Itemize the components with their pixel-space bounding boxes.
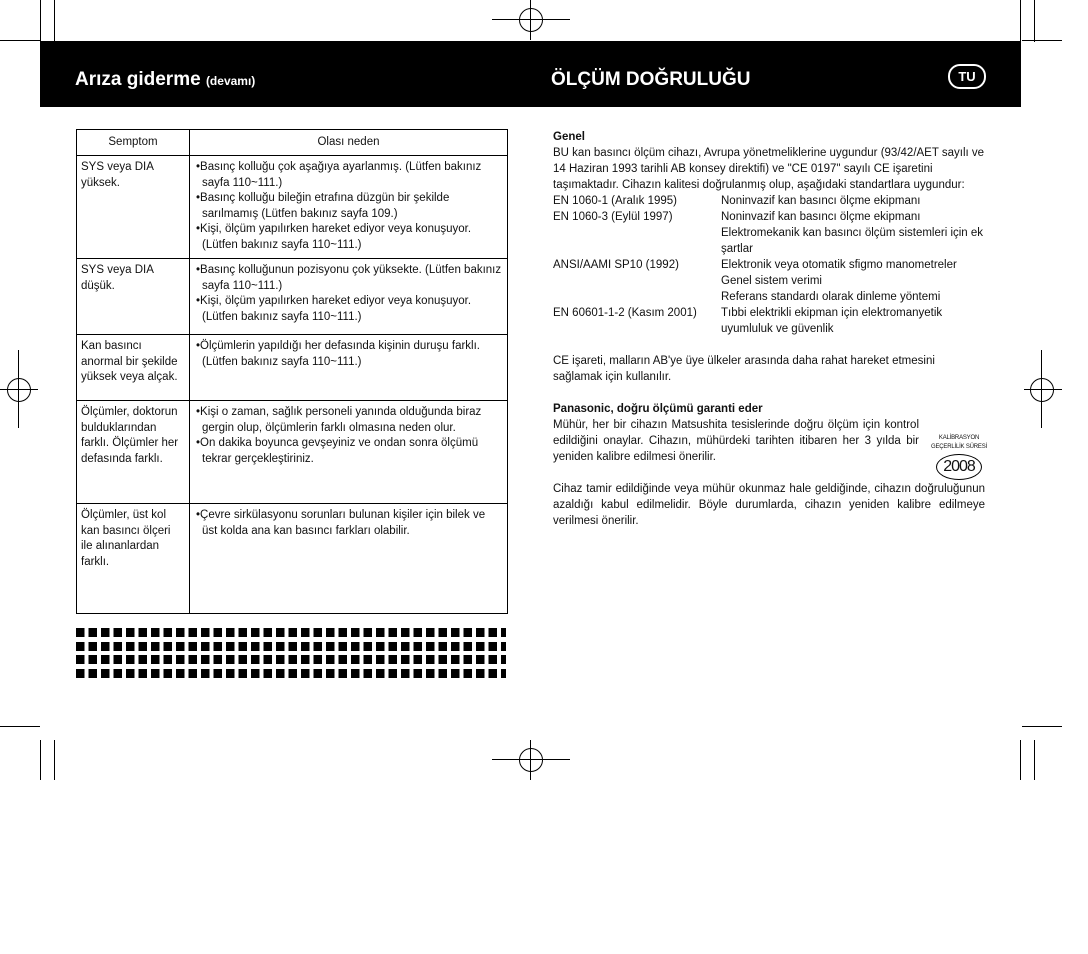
- left-page-subtitle: (devamı): [205, 74, 256, 88]
- cause-cell: [190, 335, 508, 401]
- column-header-symptom: Semptom: [77, 130, 190, 156]
- right-page-title: ÖLÇÜM DOĞRULUĞU: [551, 69, 751, 90]
- registration-mark: [7, 378, 31, 402]
- table-row: [77, 401, 508, 504]
- crop-mark: [1034, 740, 1035, 780]
- standard-desc: [721, 305, 985, 337]
- cause-cell: [190, 504, 508, 614]
- table-header-row: [77, 130, 508, 156]
- cause-item: •On dakika boyunca gevşeyiniz ve ondan sonra ölçümü tekrar gerçekleştiriniz.: [196, 437, 479, 465]
- standard-row: [553, 209, 985, 257]
- table-row: [77, 259, 508, 335]
- repair-note: Cihaz tamir edildiğinde veya mühür okunmaz hale geldiğinde, cihazın doğruluğunun azaldığı kabul edilmelidir. Böyle durumlarda, cihazın yeniden kalibre edilmeye verilmesi önerilir.: [553, 483, 985, 527]
- crop-mark: [54, 740, 55, 780]
- standard-desc-line: Tıbbi elektrikli ekipman için elektromanyetik uyumluluk ve güvenlik: [721, 307, 943, 335]
- standard-desc-line: Noninvazif kan basıncı ölçme ekipmanı: [721, 195, 921, 207]
- panasonic-text: Mühür, her bir cihazın Matsushita tesislerinde doğru ölçüm için kontrol edildiğini onaylar. Cihazın, mühürdeki tarihten itibaren her 3 yılda bir yeniden kalibre edilmesi önerilir.: [553, 419, 919, 463]
- symptom-cell: Ölçümler, doktorun bulduklarından farklı. Ölçümler her defasında farklı.: [77, 401, 190, 504]
- seal-label: KALİBRASYON: [938, 435, 980, 441]
- cause-item: •Basınç kolluğunun pozisyonu çok yüksekte. (Lütfen bakınız sayfa 110~111.): [196, 264, 502, 292]
- registration-mark: [519, 8, 543, 32]
- symptom-cell: SYS veya DIA yüksek.: [77, 156, 190, 259]
- symptom-cell: Kan basıncı anormal bir şekilde yüksek veya alçak.: [77, 335, 190, 401]
- panasonic-heading: Panasonic, doğru ölçümü garanti eder: [553, 403, 763, 415]
- dot-row: [76, 642, 506, 651]
- standard-desc-line: Noninvazif kan basıncı ölçme ekipmanı: [721, 211, 921, 223]
- cause-cell: [190, 156, 508, 259]
- cause-item: •Kişi o zaman, sağlık personeli yanında olduğunda biraz gergin olup, ölçümlerin farklı olmasına neden olur.: [196, 406, 482, 434]
- registration-mark: [519, 748, 543, 772]
- dot-row: [76, 655, 506, 664]
- standard-desc: [721, 193, 920, 209]
- crop-mark: [1020, 740, 1021, 780]
- standard-desc-line: Elektromekanik kan basıncı ölçüm sistemleri için ek şartlar: [721, 227, 984, 255]
- standard-desc-line: Elektronik veya otomatik sfigmo manometreler: [721, 259, 957, 271]
- left-page-title: Arıza giderme (devamı): [75, 69, 256, 90]
- genel-heading: Genel: [553, 131, 585, 143]
- dot-row: [76, 628, 506, 637]
- standard-row: [553, 305, 985, 337]
- standard-row: [553, 257, 985, 305]
- standard-code: EN 1060-1 (Aralık 1995): [553, 195, 678, 207]
- standard-code: EN 1060-3 (Eylül 1997): [553, 211, 673, 223]
- cause-item: •Ölçümlerin yapıldığı her defasında kişinin duruşu farklı. (Lütfen bakınız sayfa 110~111.): [196, 340, 480, 368]
- cause-cell: [190, 401, 508, 504]
- language-badge: TU: [948, 64, 986, 89]
- cause-item: •Çevre sirkülasyonu sorunları bulunan kişiler için bilek ve üst kolda ana kan basıncı farkları olabilir.: [196, 509, 486, 537]
- standard-code: EN 60601-1-2 (Kasım 2001): [553, 307, 697, 319]
- standard-desc-line: Genel sistem verimi: [721, 275, 822, 287]
- dot-row: [76, 669, 506, 678]
- accuracy-section: [553, 129, 985, 529]
- table-row: [77, 504, 508, 614]
- standard-desc: [721, 209, 985, 257]
- ce-note: CE işareti, malların AB'ye üye ülkeler arasında daha rahat hareket etmesini sağlamak için kullanılır.: [553, 355, 935, 383]
- troubleshooting-table: [76, 129, 508, 614]
- standard-desc-line: Referans standardı olarak dinleme yöntemi: [721, 291, 941, 303]
- cause-item: •Basınç kolluğu çok aşağıya ayarlanmış. (Lütfen bakınız sayfa 110~111.): [196, 161, 482, 189]
- standard-code: ANSI/AAMI SP10 (1992): [553, 259, 679, 271]
- cause-cell: [190, 259, 508, 335]
- crop-mark: [1034, 0, 1035, 42]
- crop-mark: [0, 40, 40, 41]
- cause-item: •Basınç kolluğu bileğin etrafına düzgün bir şekilde sarılmamış (Lütfen bakınız sayfa 109.): [196, 192, 450, 220]
- calibration-seal: [928, 434, 990, 480]
- symptom-cell: Ölçümler, üst kol kan basıncı ölçeri ile alınanlardan farklı.: [77, 504, 190, 614]
- column-header-cause: Olası neden: [190, 130, 508, 156]
- crop-mark: [1022, 726, 1062, 727]
- crop-mark: [40, 0, 41, 42]
- crop-mark: [0, 726, 40, 727]
- crop-mark: [1022, 40, 1062, 41]
- registration-mark: [1030, 378, 1054, 402]
- standard-row: [553, 193, 985, 209]
- header-band: [40, 41, 1021, 107]
- decorative-dot-pattern: [76, 628, 506, 682]
- cause-item: •Kişi, ölçüm yapılırken hareket ediyor veya konuşuyor. (Lütfen bakınız sayfa 110~111.): [196, 223, 472, 251]
- crop-mark: [1020, 0, 1021, 42]
- symptom-cell: SYS veya DIA düşük.: [77, 259, 190, 335]
- standards-list: [553, 193, 985, 337]
- seal-label: GEÇERLİLİK SÜRESİ: [931, 444, 987, 450]
- table-row: [77, 335, 508, 401]
- seal-year: 2008: [936, 454, 982, 480]
- genel-intro: BU kan basıncı ölçüm cihazı, Avrupa yönetmeliklerine uygundur (93/42/AET sayılı ve 14 Haziran 1993 tarihli AB konsey direktifi) ve "CE 0197" sayılı CE işaretini taşımaktadır. Cihazın kalitesi doğrulanmış olup, aşağıdaki standartlara uygundur:: [553, 147, 985, 191]
- panasonic-block: [553, 401, 985, 465]
- crop-mark: [40, 740, 41, 780]
- crop-mark: [54, 0, 55, 42]
- cause-item: •Kişi, ölçüm yapılırken hareket ediyor veya konuşuyor. (Lütfen bakınız sayfa 110~111.): [196, 295, 472, 323]
- table-row: [77, 156, 508, 259]
- standard-desc: [721, 257, 957, 305]
